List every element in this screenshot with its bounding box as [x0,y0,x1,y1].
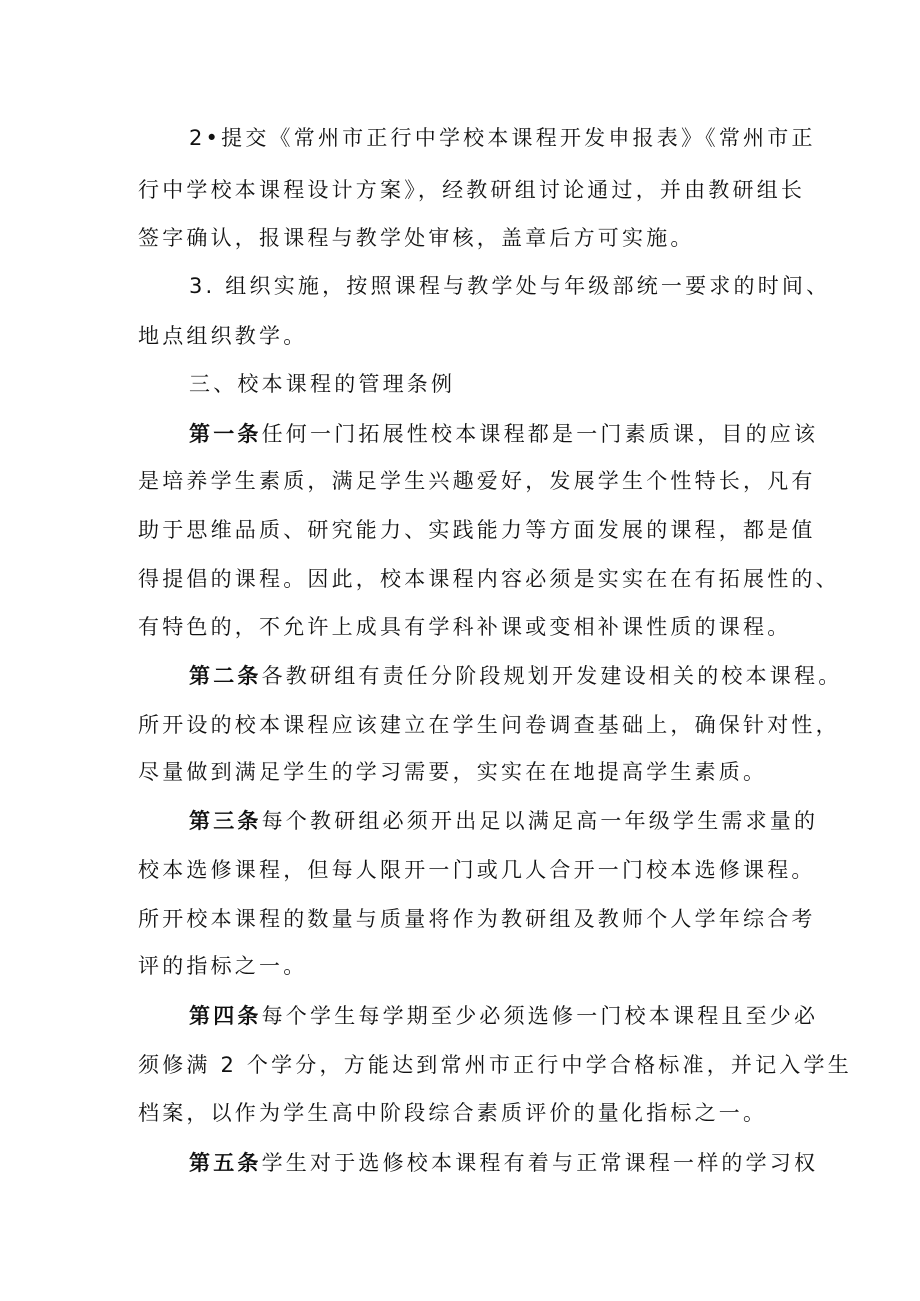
article-2-text-start: 各教研组有责任分阶段规划开发建设相关的校本课程。 [261,664,843,688]
article-1-label: 第一条 [189,422,262,446]
article-2-line-1 [189,661,842,691]
article-3-text-start: 每个教研组必须开出足以满足高一年级学生需求量的 [261,809,819,833]
article-3-line-4: 评的指标之一。 [138,954,308,978]
article-1-line-4: 得提倡的课程。因此，校本课程内容必须是实实在在有拓展性的、 [138,567,840,591]
article-5-label: 第五条 [189,1151,262,1175]
article-1-line-3: 助于思维品质、研究能力、实践能力等方面发展的课程，都是值 [138,518,816,542]
article-4-label: 第四条 [189,1004,262,1028]
article-2-line-3: 尽量做到满足学生的学习需要，实实在在地提高学生素质。 [138,760,768,784]
article-4-line-1 [189,1001,818,1031]
article-3-line-3: 所开校本课程的数量与质量将作为教研组及教师个人学年综合考 [138,907,816,931]
article-2-label: 第二条 [189,664,262,688]
article-4-line-2: 须修满 2 个学分，方能达到常州市正行中学合格标准，并记入学生 [138,1053,852,1077]
article-1-line-5: 有特色的，不允许上成具有学科补课或变相补课性质的课程。 [138,615,792,639]
article-5-text-start: 学生对于选修校本课程有着与正常课程一样的学习权 [261,1151,819,1175]
article-1-line-2: 是培养学生素质，满足学生兴趣爱好，发展学生个性特长，凡有 [138,469,816,493]
article-4-line-3: 档案，以作为学生高中阶段综合素质评价的量化指标之一。 [138,1101,768,1125]
paragraph-2-line-1: 3. 组织实施，按照课程与教学处与年级部统一要求的时间、 [189,274,831,298]
article-1-text-start: 任何一门拓展性校本课程都是一门素质课，目的应该 [261,422,819,446]
article-3-line-2: 校本选修课程，但每人限开一门或几人合开一门校本选修课程。 [138,858,816,882]
article-3-line-1 [189,806,818,836]
paragraph-1-line-1: 2•提交《常州市正行中学校本课程开发申报表》《常州市正 [189,126,816,150]
article-4-text-start: 每个学生每学期至少必须选修一门校本课程且至少必 [261,1004,819,1028]
paragraph-2-line-2: 地点组织教学。 [138,324,308,348]
article-3-label: 第三条 [189,809,262,833]
paragraph-1-line-2: 行中学校本课程设计方案》，经教研组讨论通过，并由教研组长 [138,178,806,202]
article-5-line-1 [189,1148,818,1178]
paragraph-1-line-3: 签字确认，报课程与教学处审核，盖章后方可实施。 [138,226,695,250]
section-heading: 三、校本课程的管理条例 [189,372,456,396]
article-2-line-2: 所开设的校本课程应该建立在学生问卷调查基础上，确保针对性， [138,713,840,737]
article-1-line-1 [189,419,818,449]
